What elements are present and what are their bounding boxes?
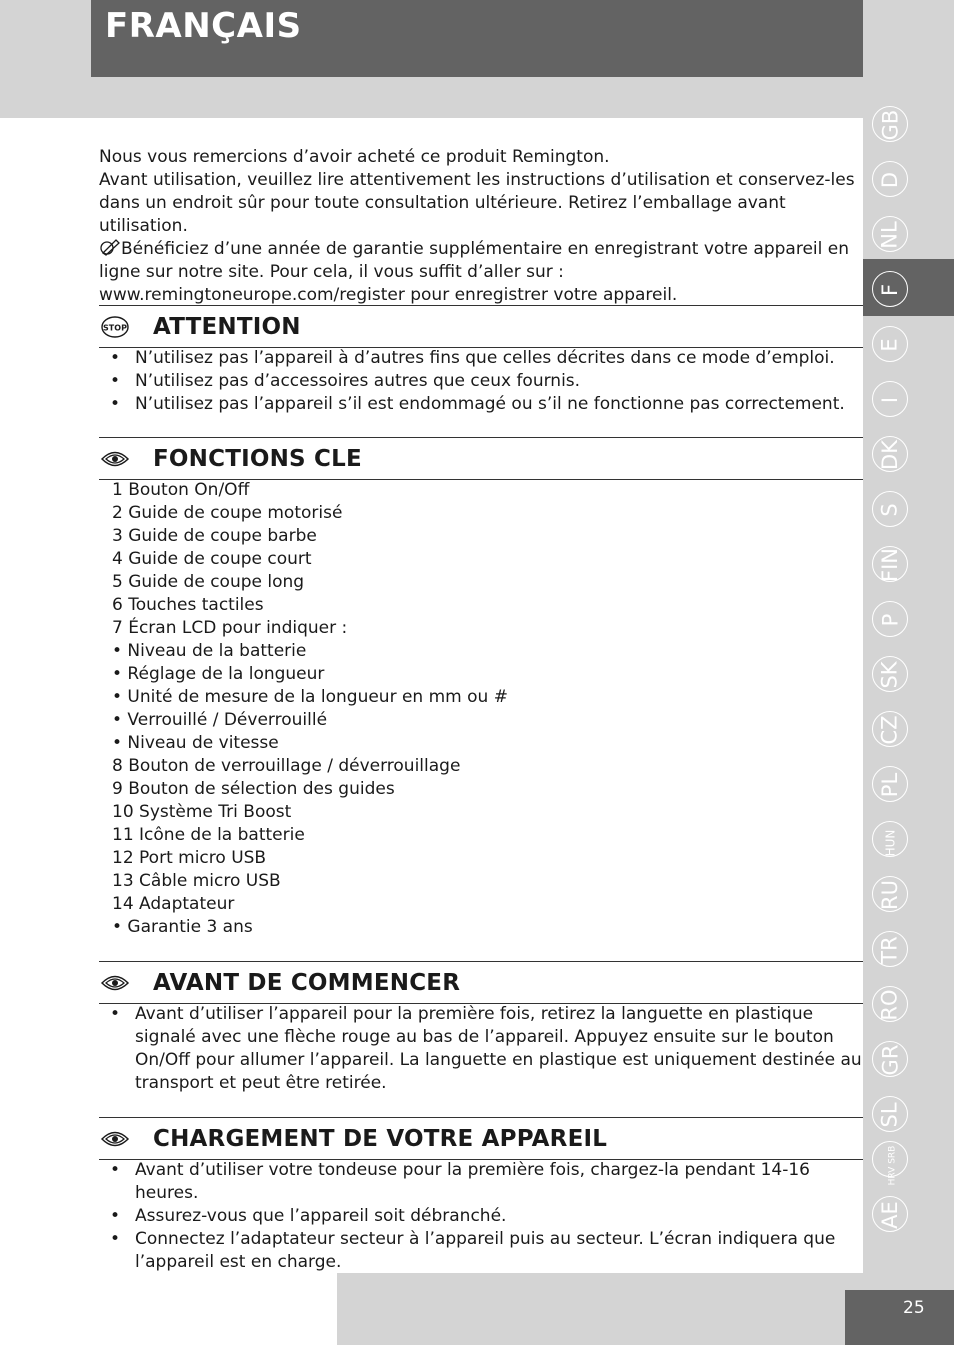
list-item: 6 Touches tactiles: [112, 595, 264, 615]
eye-icon: [101, 1128, 129, 1150]
list-item: • Niveau de vitesse: [112, 733, 279, 753]
tab-pl[interactable]: PL: [872, 766, 908, 802]
section-header: [99, 305, 863, 348]
tab-nl[interactable]: NL: [872, 216, 908, 252]
list-item: 14 Adaptateur: [112, 894, 235, 914]
list-item: • Connectez l’adaptateur secteur à l’appareil puis au secteur. L’écran indiquera que l’appareil est en charge.: [99, 1228, 863, 1274]
section-chargement: [99, 1117, 863, 1274]
list-item: 12 Port micro USB: [112, 848, 267, 868]
tab-gr[interactable]: GR: [872, 1041, 908, 1077]
tab-fin[interactable]: FIN: [872, 546, 908, 582]
section-fonctions: [99, 437, 863, 939]
tab-sl[interactable]: SL: [872, 1096, 908, 1132]
list-item: 1 Bouton On/Off: [112, 480, 250, 500]
intro-text: [99, 146, 863, 307]
tab-f[interactable]: F: [872, 271, 908, 307]
intro-line-3: [99, 238, 863, 307]
list-item: • Unité de mesure de la longueur en mm ou #: [112, 687, 508, 707]
stop-icon: [101, 316, 129, 338]
section-heading: CHARGEMENT DE VOTRE APPAREIL: [153, 1126, 608, 1152]
avant-list: [99, 1003, 863, 1095]
tab-hun[interactable]: HUN: [872, 821, 908, 857]
list-item: • Verrouillé / Déverrouillé: [112, 710, 328, 730]
tab-p[interactable]: P: [872, 601, 908, 637]
tab-gb[interactable]: GB: [872, 106, 908, 142]
tab-e[interactable]: E: [872, 326, 908, 362]
section-heading: AVANT DE COMMENCER: [153, 970, 461, 996]
list-item: 4 Guide de coupe court: [112, 549, 312, 569]
tab-i[interactable]: I: [872, 381, 908, 417]
section-avant: [99, 961, 863, 1095]
list-item: • Avant d’utiliser l’appareil pour la première fois, retirez la languette en plastique signalé avec une flèche rouge au bas de l’appareil. Appuyez ensuite sur le bouton On/Off pour allumer l’appareil. La languette en plastique est uniquement destinée au transport et peut être retirée.: [99, 1003, 863, 1095]
tab-ru[interactable]: RU: [872, 876, 908, 912]
list-item: 8 Bouton de verrouillage / déverrouillage: [112, 756, 461, 776]
section-heading: FONCTIONS CLE: [153, 446, 362, 472]
list-item: 2 Guide de coupe motorisé: [112, 503, 343, 523]
list-item: • N’utilisez pas l’appareil à d’autres fins que celles décrites dans ce mode d’emploi.: [99, 347, 863, 370]
intro-line-2: Avant utilisation, veuillez lire attentivement les instructions d’utilisation et conservez-les dans un endroit sûr pour toute consultation ultérieure. Retirez l’emballage avant utilisation.: [99, 170, 855, 236]
intro-line-1: Nous vous remercions d’avoir acheté ce produit Remington.: [99, 147, 610, 167]
eye-icon: [101, 448, 129, 470]
fonctions-list: [99, 479, 863, 939]
tab-hrv-srb[interactable]: HRV SRB: [872, 1141, 908, 1177]
list-item: • Avant d’utiliser votre tondeuse pour la première fois, chargez-la pendant 14-16 heures.: [99, 1159, 863, 1205]
list-item: • Niveau de la batterie: [112, 641, 307, 661]
list-item: • Assurez-vous que l’appareil soit débranché.: [99, 1205, 863, 1228]
chargement-list: [99, 1159, 863, 1274]
page-number: 25: [903, 1298, 925, 1318]
section-attention: [99, 305, 863, 416]
language-tabs: [863, 98, 954, 1238]
list-item: • Garantie 3 ans: [112, 917, 253, 937]
pen-icon: [99, 238, 121, 256]
section-header: [99, 1117, 863, 1160]
section-header: [99, 961, 863, 1004]
tab-ro[interactable]: RO: [872, 986, 908, 1022]
tab-d[interactable]: D: [872, 161, 908, 197]
list-item: 10 Système Tri Boost: [112, 802, 292, 822]
page-number-box: [845, 1290, 954, 1345]
list-item: • Réglage de la longueur: [112, 664, 325, 684]
list-item: 5 Guide de coupe long: [112, 572, 305, 592]
list-item: 9 Bouton de sélection des guides: [112, 779, 395, 799]
section-header: [99, 437, 863, 480]
page-title: FRANÇAIS: [105, 6, 302, 46]
list-item: • N’utilisez pas d’accessoires autres que ceux fournis.: [99, 370, 863, 393]
list-item: • N’utilisez pas l’appareil s’il est endommagé ou s’il ne fonctionne pas correctement.: [99, 393, 863, 416]
eye-icon: [101, 972, 129, 994]
list-item: 7 Écran LCD pour indiquer :: [112, 618, 348, 638]
tab-tr[interactable]: TR: [872, 931, 908, 967]
list-item: 13 Câble micro USB: [112, 871, 281, 891]
list-item: 11 Icône de la batterie: [112, 825, 305, 845]
attention-list: [99, 347, 863, 416]
tab-dk[interactable]: DK: [872, 436, 908, 472]
section-heading: ATTENTION: [153, 314, 301, 340]
tab-sk[interactable]: SK: [872, 656, 908, 692]
bottom-white-area: [0, 1273, 337, 1345]
tab-ae[interactable]: AE: [872, 1196, 908, 1232]
title-bar: [91, 0, 863, 77]
tab-cz[interactable]: CZ: [872, 711, 908, 747]
warranty-text: Bénéficiez d’une année de garantie supplémentaire en enregistrant votre appareil en ligne sur notre site. Pour cela, il vous suffit d’aller sur : www.remingtoneurope.com/register pour enregistrer votre appareil.: [99, 239, 849, 305]
stop-label: STOP: [103, 323, 127, 333]
list-item: 3 Guide de coupe barbe: [112, 526, 317, 546]
tab-s[interactable]: S: [872, 491, 908, 527]
